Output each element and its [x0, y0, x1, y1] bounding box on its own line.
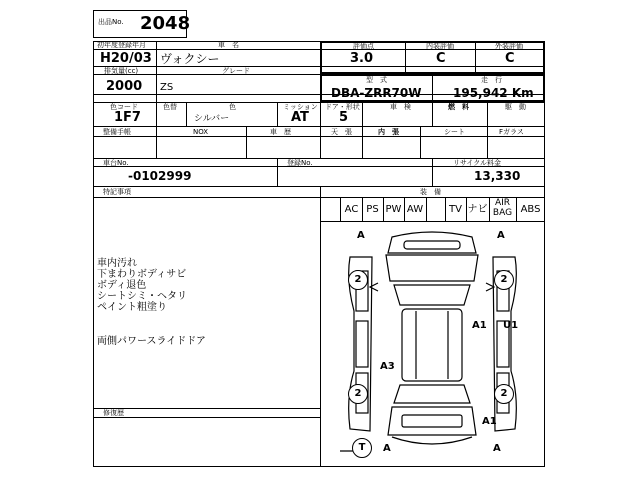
- equip-tv: TV: [449, 204, 462, 215]
- registration-label: 登録No.: [287, 159, 313, 167]
- remark-line: 下まわりボディサビ: [97, 269, 187, 280]
- mark-tire-t: T: [352, 438, 372, 458]
- remark-extra-line: 両側パワースライドドア: [97, 336, 206, 347]
- remark-line: ペイント粗塗り: [97, 302, 167, 313]
- mark-a-bottom-left: A: [383, 443, 391, 454]
- interior-score-label: 内装評価: [426, 42, 454, 50]
- remark-line: 車内汚れ: [97, 258, 137, 269]
- exterior-score-label: 外装評価: [495, 42, 523, 50]
- repair-history-label: 修復歴: [103, 409, 124, 417]
- doors-value: 5: [339, 110, 349, 125]
- roof-lining-label: 天 張: [331, 128, 352, 136]
- equip-aw: AW: [406, 204, 424, 215]
- grade-label: グレード: [222, 67, 250, 75]
- mark-right-front-tire: 2: [494, 270, 514, 290]
- first-reg-label: 初年度登録年月: [97, 41, 146, 49]
- doors-label: ドア・形状: [325, 103, 360, 111]
- model-label: 型 式: [366, 76, 387, 84]
- drive-label: 駆 動: [505, 103, 526, 111]
- equip-ac: AC: [344, 204, 359, 215]
- equipment-label: 装 備: [420, 188, 441, 196]
- color-code-label: 色コード: [110, 103, 138, 111]
- car-name-label: 車 名: [218, 41, 239, 49]
- car-name-value: ヴォクシー: [160, 52, 220, 66]
- remarks-label: 特記事項: [103, 188, 131, 196]
- mileage-value: 195,942 Km: [453, 86, 534, 100]
- equip-pw: PW: [385, 204, 402, 215]
- mark-left-rear-tire: 2: [348, 384, 368, 404]
- color-label: 色: [229, 103, 236, 111]
- lot-number: 2048: [140, 13, 191, 34]
- car-damage-diagram: [320, 221, 545, 467]
- mission-value: AT: [291, 110, 309, 125]
- score-value: 3.0: [350, 51, 374, 66]
- chassis-label: 車台No.: [103, 159, 129, 167]
- mark-a-bottom-right: A: [493, 443, 501, 454]
- inspection-label: 車 検: [390, 103, 411, 111]
- mark-u1-right: U1: [503, 320, 519, 331]
- color-change-label: 色替: [163, 103, 177, 111]
- front-glass-label: Fガラス: [499, 128, 524, 136]
- maintenance-book-label: 整備手帳: [103, 128, 131, 136]
- mark-a-top-right: A: [497, 230, 505, 241]
- recycle-value: 13,330: [474, 169, 521, 183]
- first-reg-value: H20/03: [100, 51, 152, 66]
- color-value: シルバー: [194, 114, 230, 124]
- grade-value: ZS: [160, 82, 174, 93]
- remark-line: シートシミ・ヘタリ: [97, 291, 187, 302]
- displacement-value: 2000: [106, 79, 143, 94]
- displacement-label: 排気量(cc): [104, 67, 139, 75]
- mark-a3-left: A3: [380, 361, 395, 372]
- seat-label: シート: [444, 128, 465, 136]
- remark-line: ボディ退色: [97, 280, 147, 291]
- inner-lining-label: 内 張: [378, 128, 399, 136]
- model-value: DBA-ZRR70W: [331, 86, 422, 100]
- car-history-label: 車 歴: [270, 128, 291, 136]
- mark-left-front-tire: 2: [348, 270, 368, 290]
- mark-right-rear-tire: 2: [494, 384, 514, 404]
- equip-abs: ABS: [520, 204, 541, 215]
- exterior-score-value: C: [505, 51, 515, 66]
- nox-label: NOX: [193, 128, 209, 136]
- mark-a-top-left: A: [357, 230, 365, 241]
- equip-airbag: AIR BAG: [492, 198, 513, 218]
- mileage-label: 走 行: [481, 76, 502, 84]
- chassis-value: -0102999: [128, 169, 192, 183]
- equip-navi: ナビ: [467, 204, 488, 215]
- fuel-label: 燃 料: [448, 103, 469, 111]
- mark-a1-rear: A1: [482, 416, 497, 427]
- mark-a1-right: A1: [472, 320, 487, 331]
- equip-ps: PS: [366, 204, 379, 215]
- color-code-value: 1F7: [114, 110, 141, 125]
- lot-label: 出品No.: [98, 18, 124, 26]
- mission-label: ミッション: [283, 103, 318, 111]
- recycle-label: リサイクル料金: [453, 159, 502, 167]
- score-label: 評価点: [353, 42, 374, 50]
- interior-score-value: C: [436, 51, 446, 66]
